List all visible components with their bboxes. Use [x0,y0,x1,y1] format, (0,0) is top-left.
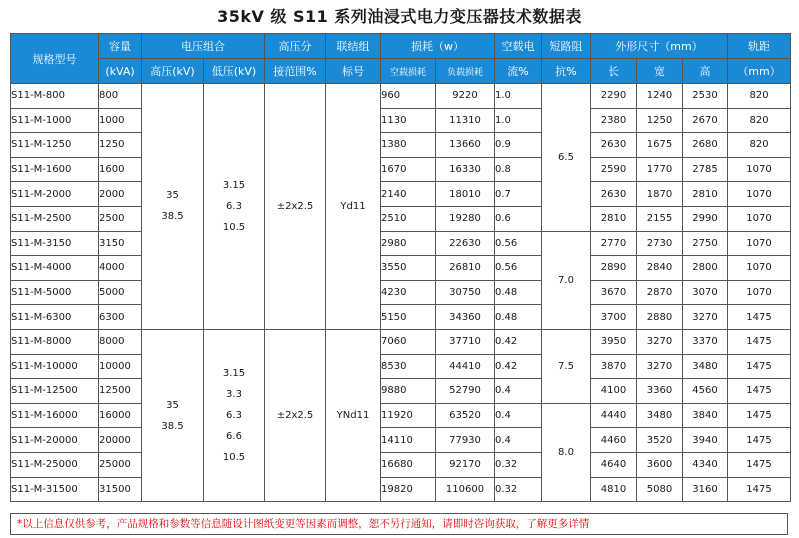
cell-model: S11-M-16000 [11,403,99,428]
cell-height: 3160 [683,477,728,502]
table-row [11,354,791,379]
cell-width: 3600 [637,452,683,477]
cell-load-loss: 11310 [436,108,495,133]
cell-width: 3360 [637,379,683,404]
cell-lv-voltage-value: 3.3 [226,389,242,401]
cell-hv-voltage-value: 38.5 [161,211,184,223]
cell-impedance: 7.5 [542,329,591,403]
header-model: 规格型号 [11,34,99,84]
header-hv: 高压(kV) [142,59,204,84]
cell-hv-voltage [142,84,204,330]
header-vector-group-unit: 标号 [326,59,381,84]
table-row [11,133,791,158]
cell-capacity: 1250 [99,133,142,158]
cell-load-loss: 18010 [436,182,495,207]
cell-gauge: 1070 [728,231,791,256]
cell-width: 3480 [637,403,683,428]
table-row [11,477,791,502]
cell-model: S11-M-1000 [11,108,99,133]
cell-length: 3950 [591,329,637,354]
cell-no-load-current: 0.48 [495,280,542,305]
cell-capacity: 12500 [99,379,142,404]
cell-height: 2750 [683,231,728,256]
table-row [11,108,791,133]
cell-load-loss: 16330 [436,157,495,182]
header-no-load-current-unit: 流% [495,59,542,84]
cell-model: S11-M-1600 [11,157,99,182]
cell-load-loss: 77930 [436,428,495,453]
header-lv: 低压(kV) [204,59,265,84]
cell-hv-voltage-value: 38.5 [161,420,184,432]
cell-no-load-loss: 1380 [381,133,436,158]
cell-no-load-loss: 19820 [381,477,436,502]
cell-no-load-loss: 8530 [381,354,436,379]
cell-gauge: 1475 [728,428,791,453]
header-length: 长 [591,59,637,84]
cell-height: 2990 [683,206,728,231]
cell-capacity: 3150 [99,231,142,256]
cell-no-load-current: 0.9 [495,133,542,158]
cell-no-load-loss: 14110 [381,428,436,453]
cell-no-load-current: 0.4 [495,428,542,453]
cell-gauge: 820 [728,108,791,133]
cell-width: 2730 [637,231,683,256]
table-row [11,329,791,354]
cell-no-load-loss: 2510 [381,206,436,231]
disclaimer-note: *以上信息仅供参考，产品规格和参数等信息随设计图纸变更等因素而调整，恕不另行通知，请即时咨询获取，了解更多详情 [10,513,788,535]
table-row [11,403,791,428]
table-row [11,182,791,207]
cell-no-load-current: 0.42 [495,354,542,379]
cell-capacity: 16000 [99,403,142,428]
cell-height: 3270 [683,305,728,330]
cell-length: 2890 [591,256,637,281]
cell-capacity: 1000 [99,108,142,133]
cell-no-load-current: 0.8 [495,157,542,182]
cell-model: S11-M-4000 [11,256,99,281]
cell-height: 2800 [683,256,728,281]
cell-width: 1870 [637,182,683,207]
cell-model: S11-M-5000 [11,280,99,305]
cell-gauge: 1475 [728,452,791,477]
table-row [11,256,791,281]
table-row [11,379,791,404]
header-dimensions: 外形尺寸（mm） [591,34,728,59]
cell-capacity: 6300 [99,305,142,330]
cell-lv-voltage-value: 6.3 [226,200,242,212]
cell-no-load-current: 0.6 [495,206,542,231]
cell-length: 4460 [591,428,637,453]
cell-capacity: 4000 [99,256,142,281]
cell-model: S11-M-3150 [11,231,99,256]
cell-load-loss: 52790 [436,379,495,404]
cell-no-load-current: 0.56 [495,231,542,256]
cell-gauge: 1070 [728,206,791,231]
cell-model: S11-M-31500 [11,477,99,502]
cell-height: 4340 [683,452,728,477]
cell-load-loss: 44410 [436,354,495,379]
cell-length: 3670 [591,280,637,305]
header-load-loss: 负载损耗 [436,59,495,84]
cell-gauge: 820 [728,84,791,109]
cell-width: 3270 [637,329,683,354]
cell-tap-range: ±2x2.5 [265,329,326,501]
cell-load-loss: 37710 [436,329,495,354]
cell-length: 3870 [591,354,637,379]
cell-gauge: 1475 [728,379,791,404]
spec-table [10,33,791,502]
cell-model: S11-M-25000 [11,452,99,477]
cell-model: S11-M-8000 [11,329,99,354]
cell-gauge: 1475 [728,329,791,354]
cell-height: 4560 [683,379,728,404]
cell-width: 2880 [637,305,683,330]
cell-capacity: 8000 [99,329,142,354]
cell-hv-voltage [142,329,204,501]
cell-no-load-current: 0.32 [495,477,542,502]
cell-height: 3940 [683,428,728,453]
cell-length: 4440 [591,403,637,428]
cell-capacity: 10000 [99,354,142,379]
cell-no-load-current: 0.4 [495,379,542,404]
cell-capacity: 2000 [99,182,142,207]
cell-width: 2840 [637,256,683,281]
table-row [11,428,791,453]
table-row [11,84,791,109]
cell-no-load-loss: 9880 [381,379,436,404]
header-gauge-unit: （mm） [728,59,791,84]
cell-load-loss: 92170 [436,452,495,477]
cell-length: 2630 [591,182,637,207]
header-tap-range: 高压分 [265,34,326,59]
header-vector-group: 联结组 [326,34,381,59]
cell-no-load-loss: 11920 [381,403,436,428]
cell-impedance: 7.0 [542,231,591,329]
cell-width: 5080 [637,477,683,502]
cell-no-load-loss: 2980 [381,231,436,256]
cell-length: 2590 [591,157,637,182]
cell-lv-voltage [204,329,265,501]
cell-no-load-current: 0.56 [495,256,542,281]
table-row [11,452,791,477]
cell-no-load-current: 0.48 [495,305,542,330]
cell-gauge: 1070 [728,182,791,207]
cell-no-load-loss: 16680 [381,452,436,477]
cell-load-loss: 34360 [436,305,495,330]
cell-lv-voltage-value: 10.5 [222,221,246,233]
cell-width: 3520 [637,428,683,453]
cell-load-loss: 30750 [436,280,495,305]
header-height: 高 [683,59,728,84]
cell-length: 4640 [591,452,637,477]
table-title: 35kV 级 S11 系列油浸式电力变压器技术数据表 [217,7,582,26]
cell-tap-range: ±2x2.5 [265,84,326,330]
cell-length: 4100 [591,379,637,404]
cell-height: 3070 [683,280,728,305]
table-row [11,157,791,182]
cell-no-load-current: 0.42 [495,329,542,354]
header-width: 宽 [637,59,683,84]
cell-no-load-loss: 1670 [381,157,436,182]
cell-model: S11-M-20000 [11,428,99,453]
header-capacity: 容量 [99,34,142,59]
header-loss: 损耗（w） [381,34,495,59]
cell-height: 2530 [683,84,728,109]
cell-length: 2630 [591,133,637,158]
cell-height: 3370 [683,329,728,354]
table-body [11,84,791,502]
cell-load-loss: 63520 [436,403,495,428]
cell-gauge: 1475 [728,354,791,379]
header-tap-range-unit: 接范围% [265,59,326,84]
header-no-load-current: 空载电 [495,34,542,59]
cell-height: 2670 [683,108,728,133]
cell-no-load-loss: 5150 [381,305,436,330]
cell-width: 1240 [637,84,683,109]
cell-no-load-loss: 1130 [381,108,436,133]
header-capacity-unit: (kVA) [99,59,142,84]
cell-length: 3700 [591,305,637,330]
cell-lv-voltage-value: 3.15 [222,368,246,380]
cell-vector-group: YNd11 [326,329,381,501]
cell-capacity: 1600 [99,157,142,182]
cell-load-loss: 9220 [436,84,495,109]
cell-width: 3270 [637,354,683,379]
cell-lv-voltage-value: 6.6 [226,431,242,443]
cell-gauge: 1475 [728,305,791,330]
header-impedance-unit: 抗% [542,59,591,84]
cell-height: 3840 [683,403,728,428]
cell-load-loss: 110600 [436,477,495,502]
cell-impedance: 8.0 [542,403,591,501]
cell-model: S11-M-2500 [11,206,99,231]
cell-length: 2770 [591,231,637,256]
cell-length: 2290 [591,84,637,109]
cell-capacity: 2500 [99,206,142,231]
cell-model: S11-M-2000 [11,182,99,207]
cell-no-load-loss: 3550 [381,256,436,281]
cell-no-load-loss: 2140 [381,182,436,207]
table-row [11,231,791,256]
cell-lv-voltage-value: 3.15 [222,179,246,191]
cell-width: 1770 [637,157,683,182]
header-voltage-combo: 电压组合 [142,34,265,59]
cell-length: 4810 [591,477,637,502]
cell-capacity: 20000 [99,428,142,453]
cell-vector-group: Yd11 [326,84,381,330]
cell-gauge: 820 [728,133,791,158]
cell-load-loss: 22630 [436,231,495,256]
cell-no-load-current: 1.0 [495,108,542,133]
cell-load-loss: 13660 [436,133,495,158]
cell-height: 3480 [683,354,728,379]
cell-length: 2810 [591,206,637,231]
cell-hv-voltage-value: 35 [166,399,179,411]
cell-model: S11-M-1250 [11,133,99,158]
cell-impedance: 6.5 [542,84,591,232]
cell-no-load-current: 0.7 [495,182,542,207]
cell-hv-voltage-value: 35 [166,190,179,202]
cell-width: 2870 [637,280,683,305]
cell-capacity: 31500 [99,477,142,502]
cell-no-load-current: 0.32 [495,452,542,477]
cell-lv-voltage-value: 6.3 [226,410,242,422]
header-gauge: 轨距 [728,34,791,59]
cell-gauge: 1070 [728,256,791,281]
cell-no-load-current: 1.0 [495,84,542,109]
cell-height: 2680 [683,133,728,158]
cell-gauge: 1475 [728,403,791,428]
cell-lv-voltage [204,84,265,330]
header-no-load-loss: 空载损耗 [381,59,436,84]
cell-length: 2380 [591,108,637,133]
cell-gauge: 1070 [728,280,791,305]
cell-no-load-loss: 7060 [381,329,436,354]
cell-model: S11-M-12500 [11,379,99,404]
cell-model: S11-M-6300 [11,305,99,330]
table-row [11,305,791,330]
cell-capacity: 800 [99,84,142,109]
cell-no-load-loss: 960 [381,84,436,109]
cell-width: 1675 [637,133,683,158]
cell-gauge: 1475 [728,477,791,502]
cell-capacity: 5000 [99,280,142,305]
cell-no-load-current: 0.4 [495,403,542,428]
cell-lv-voltage-value: 10.5 [222,452,246,464]
table-header [11,34,791,84]
cell-model: S11-M-800 [11,84,99,109]
cell-model: S11-M-10000 [11,354,99,379]
table-row [11,206,791,231]
cell-gauge: 1070 [728,157,791,182]
cell-load-loss: 26810 [436,256,495,281]
cell-width: 2155 [637,206,683,231]
cell-load-loss: 19280 [436,206,495,231]
cell-width: 1250 [637,108,683,133]
cell-no-load-loss: 4230 [381,280,436,305]
table-row [11,280,791,305]
cell-capacity: 25000 [99,452,142,477]
cell-height: 2810 [683,182,728,207]
cell-height: 2785 [683,157,728,182]
header-impedance: 短路阻 [542,34,591,59]
